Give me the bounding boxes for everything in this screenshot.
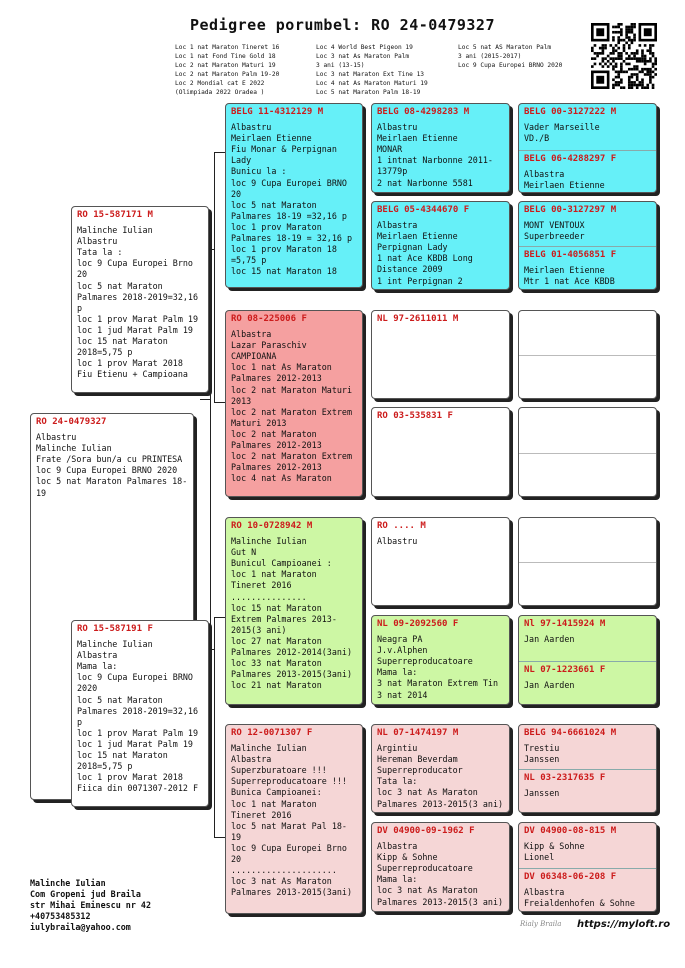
card-text-line: Mama la: bbox=[377, 667, 418, 678]
pedigree-card-g4-14[interactable] bbox=[519, 770, 656, 812]
pedigree-card-maternal-grandmother[interactable] bbox=[225, 724, 363, 914]
pedigree-pair-8 bbox=[518, 822, 657, 912]
card-text-line: loc 3 nat As Maraton bbox=[377, 885, 478, 896]
pedigree-card-g4-16[interactable] bbox=[519, 869, 656, 911]
card-text-line: Meirlaen Etienne bbox=[231, 133, 312, 144]
ring-number: RO 03-535831 F bbox=[377, 411, 453, 421]
card-text-line: Albastra bbox=[524, 887, 565, 898]
card-text-line: Meirlaen Etienne bbox=[524, 265, 605, 276]
achievement-line: 3 ani (13-15) bbox=[316, 62, 365, 70]
card-text-line: 2 nat Narbonne 5581 bbox=[377, 177, 473, 188]
achievement-line: 3 ani (2015-2017) bbox=[458, 53, 522, 61]
pedigree-pair-4[interactable] bbox=[518, 407, 657, 497]
card-text-line: Freialdenhofen & Sohne bbox=[524, 898, 635, 909]
ring-number: NL 07-1223661 F bbox=[524, 665, 606, 675]
pedigree-card-ggf-4[interactable] bbox=[371, 724, 510, 813]
card-text-line: Albastra bbox=[377, 841, 418, 852]
ring-number: RO 15-587171 M bbox=[77, 210, 153, 220]
card-text-line: Trestiu bbox=[524, 743, 560, 754]
card-text-line: loc 1 nat Maraton Tineret 2016 bbox=[231, 569, 317, 591]
card-text-line: CAMPIOANA bbox=[231, 351, 277, 362]
card-text-line: ..................... bbox=[231, 865, 337, 876]
card-text-line: Fiu Etienu + Campioana bbox=[77, 369, 188, 380]
card-text-line: loc 5 nat Maraton Palmares 2018-2019=32,16 p bbox=[77, 694, 199, 727]
card-text-line: loc 9 Cupa Europei BRNO 2020 bbox=[36, 465, 178, 476]
card-text-line: Fiu Monar & Perpignan Lady bbox=[231, 144, 337, 166]
ring-number: RO 24-0479327 bbox=[36, 417, 107, 427]
card-text-line: Mama la: bbox=[377, 874, 418, 885]
card-text-line: loc 5 nat Maraton Palmares 2018-2019=32,16 p bbox=[77, 280, 199, 313]
pedigree-pair-1 bbox=[518, 103, 657, 193]
card-text-line: ............... bbox=[231, 591, 307, 602]
card-text-line: loc 3 nat As Maraton Palmares 2013-2015(3ani) bbox=[231, 876, 353, 898]
achievement-line: Loc 5 nat Maraton Palm 18-19 bbox=[316, 89, 421, 97]
website-link[interactable]: https://myloft.ro bbox=[577, 919, 671, 930]
contact-line: str Mihai Eminescu nr 42 bbox=[30, 900, 152, 910]
card-text-line: loc 4 nat As Maraton bbox=[231, 473, 332, 484]
card-text-line: Malinche Iulian bbox=[36, 443, 112, 454]
achievement-line: Loc 1 nat Maraton Tineret 16 bbox=[175, 44, 280, 51]
achievement-line: Loc 3 nat As Maraton Palm bbox=[316, 53, 410, 61]
card-text-line: Albastra bbox=[77, 650, 118, 661]
signature: Rialy Braila bbox=[520, 920, 562, 928]
card-text-line: loc 1 prov Marat Palm 19 bbox=[77, 313, 199, 324]
ring-number: RO 12-0071307 F bbox=[231, 728, 313, 738]
card-text-line: Malinche Iulian bbox=[231, 743, 307, 754]
card-text-line: Janssen bbox=[524, 788, 560, 799]
card-text-line: loc 1 prov Marat 2018 bbox=[77, 358, 183, 369]
pedigree-card-father[interactable] bbox=[71, 206, 209, 393]
ring-number: NL 97-2611011 M bbox=[377, 314, 459, 324]
card-text-line: Fiica din 0071307-2012 F bbox=[77, 783, 199, 794]
achievements-col-1 bbox=[175, 43, 279, 98]
card-text-line: loc 15 nat Maraton Extrem Palmares 2013-2015(3 ani) bbox=[231, 602, 337, 635]
pedigree-card-ggm-1[interactable] bbox=[371, 201, 510, 290]
pedigree-pair-7 bbox=[518, 724, 657, 813]
contact-line: Com Gropeni jud Braila bbox=[30, 889, 141, 899]
ring-number: BELG 05-4344670 F bbox=[377, 205, 470, 215]
card-text-line: loc 1 prov Maraton 18 =5,75 p bbox=[231, 244, 337, 266]
connector bbox=[210, 249, 211, 649]
pedigree-card-maternal-grandfather[interactable] bbox=[225, 517, 363, 705]
ring-number: BELG 94-6661024 M bbox=[524, 728, 617, 738]
card-text-line: Palmares 2013-2015(3 ani) bbox=[377, 798, 504, 809]
contact-line: Malinche Iulian bbox=[30, 878, 106, 888]
card-text-line: Meirlaen Etienne bbox=[377, 133, 458, 144]
achievement-line: Loc 2 Mondial cat E 2022 bbox=[175, 80, 265, 88]
ring-number: BELG 00-3127222 M bbox=[524, 107, 617, 117]
card-text-line: Superreproducatoare !!! bbox=[231, 776, 347, 787]
card-text-line: loc 1 prov Maraton Palmares 18-19 = 32,16 p bbox=[231, 221, 353, 244]
card-text-line: Albastra bbox=[231, 754, 272, 765]
pedigree-card-ggf-1[interactable] bbox=[371, 103, 510, 193]
card-text-line: Lionel bbox=[524, 852, 555, 863]
ring-number: RO 15-587191 F bbox=[77, 624, 153, 634]
card-text-line: Lazar Paraschiv bbox=[231, 340, 307, 351]
card-text-line: Jan Aarden bbox=[524, 680, 575, 691]
card-text-line: Hereman Beverdam bbox=[377, 754, 458, 765]
card-text-line: Meirlaen Etienne bbox=[524, 180, 605, 191]
card-text-line: J.v.Alphen bbox=[377, 645, 428, 656]
achievement-line: Loc 5 nat AS Maraton Palm bbox=[458, 44, 552, 51]
card-text-line: Tata la : bbox=[77, 247, 123, 258]
achievement-line: Loc 4 World Best Pigeon 19 bbox=[316, 44, 413, 51]
contact-line: iulybraila@yahoo.com bbox=[30, 922, 131, 932]
achievement-line: Loc 4 nat As Maraton Maturi 19 bbox=[316, 80, 428, 88]
card-text-line: Albastru bbox=[377, 122, 418, 133]
card-text-line: Meirlaen Etienne bbox=[377, 231, 458, 242]
card-text-line: Janssen bbox=[524, 754, 560, 765]
card-text-line: Albastru bbox=[377, 536, 418, 547]
pedigree-card-ggm-4[interactable] bbox=[371, 822, 510, 912]
ring-number: NL 09-2092560 F bbox=[377, 619, 459, 629]
ring-number: DV 04900-09-1962 F bbox=[377, 826, 475, 836]
ring-number: DV 04900-08-815 M bbox=[524, 826, 617, 836]
pedigree-pair-3[interactable] bbox=[518, 310, 657, 399]
achievement-line: Loc 2 nat Maraton Palm 19-20 bbox=[175, 71, 280, 79]
card-text-line: Jan Aarden bbox=[524, 634, 575, 645]
connector bbox=[200, 399, 210, 400]
card-text-line: loc 33 nat Maraton Palmares 2013-2015(3ani) bbox=[231, 658, 353, 680]
card-text-line: VD./B bbox=[524, 133, 550, 144]
card-text-line: Bunicu la : bbox=[231, 166, 287, 177]
card-text-line: Superbreeder bbox=[524, 231, 585, 242]
card-text-line: loc 21 nat Maraton bbox=[231, 680, 322, 691]
card-text-line: 1 nat Ace KBDB Long Distance 2009 bbox=[377, 253, 473, 275]
card-text-line: Mtr 1 nat Ace KBDB bbox=[524, 276, 615, 287]
connector bbox=[214, 152, 215, 402]
card-text-line: loc 15 nat Maraton 18 bbox=[231, 266, 337, 277]
ring-number: NL 03-2317635 F bbox=[524, 773, 606, 783]
card-text-line: Kipp & Sohne bbox=[524, 841, 585, 852]
card-text-line: Palmares 2013-2015(3 ani) bbox=[377, 896, 504, 907]
card-text-line: Neagra PA bbox=[377, 634, 423, 645]
card-text-line: Albastra bbox=[231, 329, 272, 340]
page-title: Pedigree porumbel: RO 24-0479327 bbox=[190, 16, 495, 34]
divider bbox=[519, 562, 656, 563]
card-text-line: loc 1 jud Marat Palm 19 bbox=[77, 324, 193, 335]
card-text-line: Superreproducatoare bbox=[377, 863, 473, 874]
achievements-col-2 bbox=[316, 43, 428, 98]
card-text-line: Mama la: bbox=[77, 661, 118, 672]
card-text-line: loc 3 nat As Maraton bbox=[377, 787, 478, 798]
connector bbox=[214, 617, 215, 837]
achievement-line: Loc 3 nat Maraton Ext Tine 13 bbox=[316, 71, 425, 79]
card-text-line: loc 9 Cupa Europei BRNO 20 bbox=[231, 177, 347, 199]
card-text-line: Malinche Iulian bbox=[231, 536, 307, 547]
card-text-line: Malinche Iulian bbox=[77, 225, 153, 236]
ring-number: BELG 11-4312129 M bbox=[231, 107, 324, 117]
qr-code-icon bbox=[591, 23, 657, 89]
card-text-line: loc 2 nat Maraton Extrem Maturi 2013 bbox=[231, 406, 353, 428]
card-text-line: Vader Marseille bbox=[524, 122, 600, 133]
pedigree-card-paternal-grandmother[interactable] bbox=[225, 310, 363, 497]
pedigree-pair-2 bbox=[518, 201, 657, 290]
pedigree-card-g4-12[interactable] bbox=[519, 662, 656, 704]
ring-number: BELG 06-4288297 F bbox=[524, 154, 617, 164]
card-text-line: Argintiu bbox=[377, 743, 418, 754]
card-text-line: loc 5 nat Maraton Palmares 18-19 =32,16 p bbox=[231, 199, 347, 221]
card-text-line: loc 1 jud Marat Palm 19 bbox=[77, 738, 193, 749]
card-text-line: loc 1 prov Marat Palm 19 bbox=[77, 727, 199, 738]
card-text-line: loc 1 nat As Maraton Palmares 2012-2013 bbox=[231, 362, 332, 384]
card-text-line: 3 nat Maraton Extrem Tin bbox=[377, 678, 499, 689]
card-text-line: loc 15 nat Maraton 2018=5,75 p bbox=[77, 336, 168, 358]
pedigree-card-g4-2[interactable] bbox=[519, 151, 656, 192]
card-text-line: Albastru bbox=[231, 122, 272, 133]
card-text-line: loc 15 nat Maraton 2018=5,75 p bbox=[77, 750, 168, 772]
divider bbox=[519, 355, 656, 356]
divider bbox=[519, 453, 656, 454]
card-text-line: loc 9 Cupa Europei Brno 20 bbox=[77, 258, 193, 280]
ring-number: RO 08-225006 F bbox=[231, 314, 307, 324]
pedigree-card-ggf-3[interactable] bbox=[371, 517, 510, 606]
card-text-line: 1 int Perpignan 2 bbox=[377, 275, 463, 286]
card-text-line: Gut N bbox=[231, 547, 257, 558]
card-text-line: Frate /Sora bun/a cu PRINTESA bbox=[36, 454, 183, 465]
card-text-line: Superzburatoare !!! bbox=[231, 765, 327, 776]
pedigree-pair-6 bbox=[518, 615, 657, 705]
contact-line: +40753485312 bbox=[30, 911, 91, 921]
card-text-line: loc 5 nat Maraton Palmares 18-19 bbox=[36, 476, 188, 498]
ring-number: BELG 01-4056851 F bbox=[524, 250, 617, 260]
ring-number: Nl 97-1415924 M bbox=[524, 619, 606, 629]
card-text-line: Superreproducatoare bbox=[377, 656, 473, 667]
card-text-line: loc 5 nat Marat Pal 18-19 bbox=[231, 820, 347, 842]
card-text-line: loc 1 nat Maraton Tineret 2016 bbox=[231, 798, 317, 820]
card-text-line: loc 9 Cupa Europei Brno 20 bbox=[231, 842, 347, 865]
card-text-line: Tata la: bbox=[377, 776, 418, 787]
ring-number: DV 06348-06-208 F bbox=[524, 872, 617, 882]
card-text-line: Bunicul Campioanei : bbox=[231, 558, 332, 569]
card-text-line: MONAR bbox=[377, 144, 403, 155]
pedigree-card-g4-3[interactable] bbox=[519, 202, 656, 246]
achievements-col-3 bbox=[458, 43, 562, 70]
pedigree-card-paternal-grandfather[interactable] bbox=[225, 103, 363, 288]
card-text-line: Bunica Campioanei: bbox=[231, 787, 322, 798]
card-text-line: Albastra bbox=[524, 169, 565, 180]
card-text-line: MONT VENTOUX bbox=[524, 220, 585, 231]
pedigree-card-g4-11[interactable] bbox=[519, 616, 656, 661]
card-text-line: Perpignan Lady bbox=[377, 242, 448, 253]
card-text-line: Albastra bbox=[377, 220, 418, 231]
card-text-line: Superreproducator bbox=[377, 765, 463, 776]
card-text-line: loc 1 prov Marat 2018 bbox=[77, 772, 183, 783]
pedigree-card-g4-4[interactable] bbox=[519, 247, 656, 289]
card-text-line: loc 2 nat Maraton Extrem Palmares 2012-2013 bbox=[231, 451, 353, 473]
achievement-line: Loc 9 Cupa Europei BRNO 2020 bbox=[458, 62, 563, 70]
card-text-line: loc 9 Cupa Europei BRNO 2020 bbox=[77, 672, 193, 694]
card-text-line: Kipp & Sohne bbox=[377, 852, 438, 863]
card-text-line: 3 nat 2014 bbox=[377, 689, 428, 700]
achievement-line: (Olimpiada 2022 Oradea ) bbox=[175, 89, 265, 97]
ring-number: BELG 08-4298283 M bbox=[377, 107, 470, 117]
pedigree-card-ggm-3[interactable] bbox=[371, 615, 510, 705]
card-text-line: loc 2 nat Maraton Palmares 2012-2013 bbox=[231, 428, 322, 451]
pedigree-card-g4-1[interactable] bbox=[519, 104, 656, 150]
ring-number: RO .... M bbox=[377, 521, 426, 531]
achievement-line: Loc 2 nat Maraton Maturi 19 bbox=[175, 62, 276, 70]
pedigree-card-g4-13[interactable] bbox=[519, 725, 656, 769]
ring-number: RO 10-0728942 M bbox=[231, 521, 313, 531]
ring-number: BELG 00-3127297 M bbox=[524, 205, 617, 215]
ring-number: NL 07-1474197 M bbox=[377, 728, 459, 738]
pedigree-card-ggf-2[interactable] bbox=[371, 310, 510, 399]
pedigree-card-g4-15[interactable] bbox=[519, 823, 656, 868]
card-text-line: loc 27 nat Maraton Palmares 2012-2014(3ani) bbox=[231, 635, 353, 658]
pedigree-card-ggm-2[interactable] bbox=[371, 407, 510, 497]
owner-contact bbox=[30, 878, 151, 933]
card-text-line: Malinche Iulian bbox=[77, 639, 153, 650]
achievement-line: Loc 1 nat Fond Tine Gold 18 bbox=[175, 53, 276, 61]
card-text-line: loc 2 nat Maraton Maturi 2013 bbox=[231, 384, 353, 406]
pedigree-card-mother[interactable] bbox=[71, 620, 209, 807]
card-text-line: Albastru bbox=[36, 432, 77, 443]
pedigree-pair-5[interactable] bbox=[518, 517, 657, 606]
card-text-line: 1 intnat Narbonne 2011-13779p bbox=[377, 155, 493, 177]
card-text-line: Albastru bbox=[77, 236, 118, 247]
